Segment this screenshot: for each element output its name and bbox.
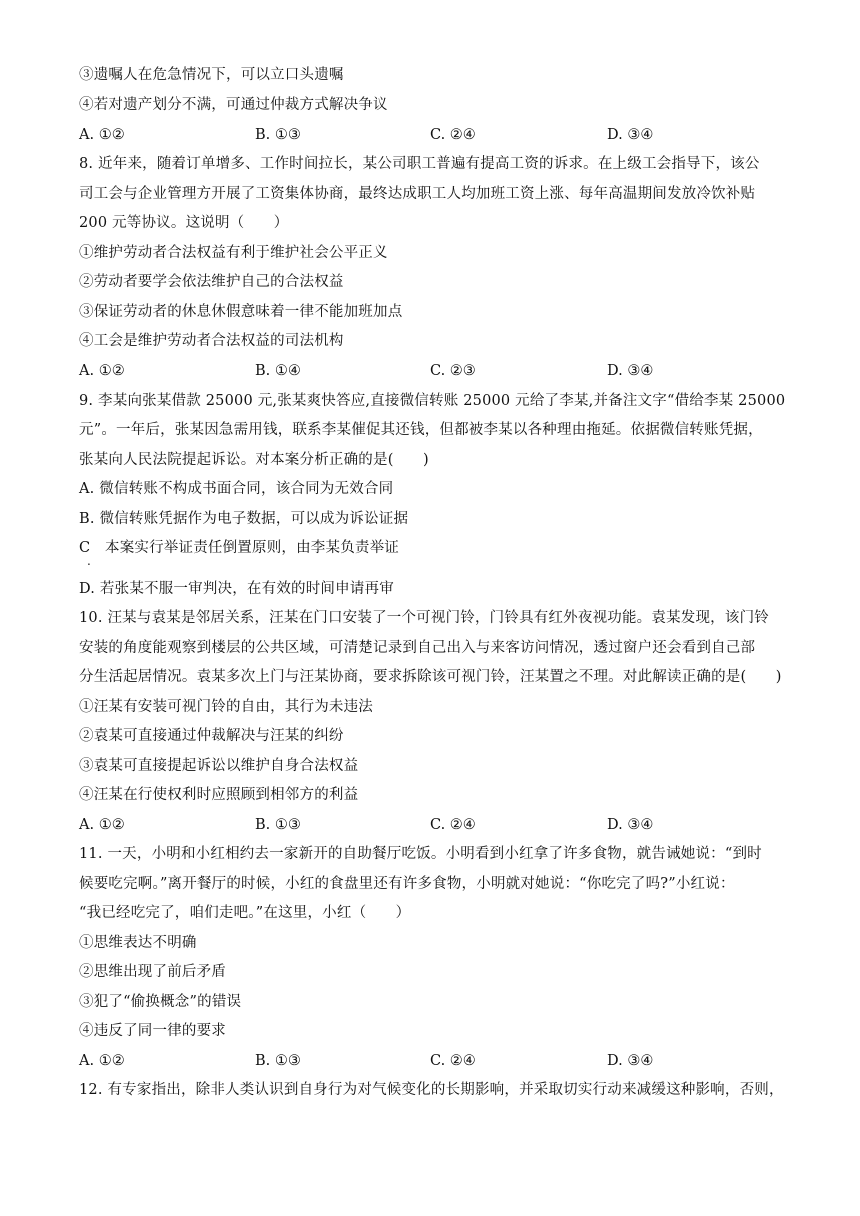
q9-stem-line-1: 9. 李某向张某借款 25000 元,张某爽快答应,直接微信转账 25000 元给了李某,并备注文字“借给李某 25000: [79, 393, 786, 409]
q7-statement-4: ④若对遗产划分不满，可通过仲裁方式解决争议: [79, 97, 388, 113]
q7-option-c: C. ②④: [430, 127, 476, 143]
q11-option-c: C. ②④: [430, 1053, 476, 1069]
q7-options: [79, 125, 785, 145]
q10-stem-line-3: 分生活起居情况。袁某多次上门与汪某协商，要求拆除该可视门铃，汪某置之不理。对此解读正确的是( ): [79, 669, 782, 685]
q9-stem-line-2: 元”。一年后，张某因急需用钱，联系李某催促其还钱，但都被李某以各种理由拖延。依据微信转账凭据，: [79, 422, 763, 438]
q11-option-b: B. ①③: [255, 1053, 301, 1069]
q7-option-b: B. ①③: [255, 127, 301, 143]
q10-statement-1: ①汪某有安装可视门铃的自由，其行为未违法: [79, 699, 373, 715]
q10-statement-3: ③袁某可直接提起诉讼以维护自身合法权益: [79, 758, 359, 774]
q10-statement-4: ④汪某在行使权利时应照顾到相邻方的利益: [79, 787, 359, 803]
q11-statement-4: ④违反了同一律的要求: [79, 1023, 226, 1039]
q8-stem-line-3: 200 元等协议。这说明（ ）: [79, 215, 289, 231]
q10-option-d: D. ③④: [607, 817, 654, 833]
q11-stem-line-2: 候要吃完啊。”离开餐厅的时候，小红的食盘里还有许多食物，小明就对她说：“你吃完了吗?”小红说：: [79, 876, 735, 892]
q7-option-a: A. ①②: [79, 127, 125, 143]
q10-stem-line-2: 安装的角度能观察到楼层的公共区域，可清楚记录到自己出入与来客访问情况，透过窗户还会看到自己部: [79, 640, 756, 656]
q8-option-d: D. ③④: [607, 363, 654, 379]
q11-options: [79, 1051, 785, 1071]
q10-option-c: C. ②④: [430, 817, 476, 833]
q10-options: [79, 815, 785, 835]
q10-option-a: A. ①②: [79, 817, 125, 833]
q10-stem-line-1: 10. 汪某与袁某是邻居关系，汪某在门口安装了一个可视门铃，门铃具有红外夜视功能。袁某发现，该门铃: [79, 610, 769, 626]
q11-statement-3: ③犯了“偷换概念”的错误: [79, 994, 242, 1010]
q11-statement-2: ②思维出现了前后矛盾: [79, 964, 226, 980]
q8-stem-line-1: 8. 近年来，随着订单增多、工作时间拉长，某公司职工普遍有提高工资的诉求。在上级工会指导下，该公: [79, 156, 760, 172]
q8-option-b: B. ①④: [255, 363, 301, 379]
q8-statement-1: ①维护劳动者合法权益有利于维护社会公平正义: [79, 245, 388, 261]
q9-option-a: A. 微信转账不构成书面合同，该合同为无效合同: [79, 481, 394, 497]
q8-statement-3: ③保证劳动者的休息休假意味着一律不能加班加点: [79, 304, 403, 320]
q11-statement-1: ①思维表达不明确: [79, 935, 197, 951]
q11-stem-line-1: 11. 一天，小明和小红相约去一家新开的自助餐厅吃饭。小明看到小红拿了许多食物，就告诫她说：“到时: [79, 846, 762, 862]
q8-options: [79, 361, 785, 381]
q11-option-d: D. ③④: [607, 1053, 654, 1069]
q11-option-a: A. ①②: [79, 1053, 125, 1069]
q9-option-c-dot: .: [87, 554, 91, 568]
q10-option-b: B. ①③: [255, 817, 301, 833]
q8-statement-2: ②劳动者要学会依法维护自己的合法权益: [79, 274, 344, 290]
q7-option-d: D. ③④: [607, 127, 654, 143]
q7-statement-3: ③遗嘱人在危急情况下，可以立口头遗嘱: [79, 67, 344, 83]
q9-option-b: B. 微信转账凭据作为电子数据，可以成为诉讼证据: [79, 511, 409, 527]
q9-stem-line-3: 张某向人民法院提起诉讼。对本案分析正确的是( ): [79, 452, 429, 468]
q12-stem-line-1: 12. 有专家指出，除非人类认识到自身行为对气候变化的长期影响，并采取切实行动来减缓这种影响，否则，: [79, 1082, 784, 1098]
q8-option-c: C. ②③: [430, 363, 476, 379]
q9-option-d: D. 若张某不服一审判决，在有效的时间申请再审: [79, 581, 394, 597]
q8-statement-4: ④工会是维护劳动者合法权益的司法机构: [79, 333, 344, 349]
q11-stem-line-3: “我已经吃完了，咱们走吧。”在这里，小红（ ）: [79, 905, 411, 921]
q8-option-a: A. ①②: [79, 363, 125, 379]
q10-statement-2: ②袁某可直接通过仲裁解决与汪某的纠纷: [79, 728, 344, 744]
q8-stem-line-2: 司工会与企业管理方开展了工资集体协商，最终达成职工人均加班工资上涨、每年高温期间发放冷饮补贴: [79, 186, 756, 202]
q9-option-c: C 本案实行举证责任倒置原则，由李某负责举证: [79, 540, 399, 556]
